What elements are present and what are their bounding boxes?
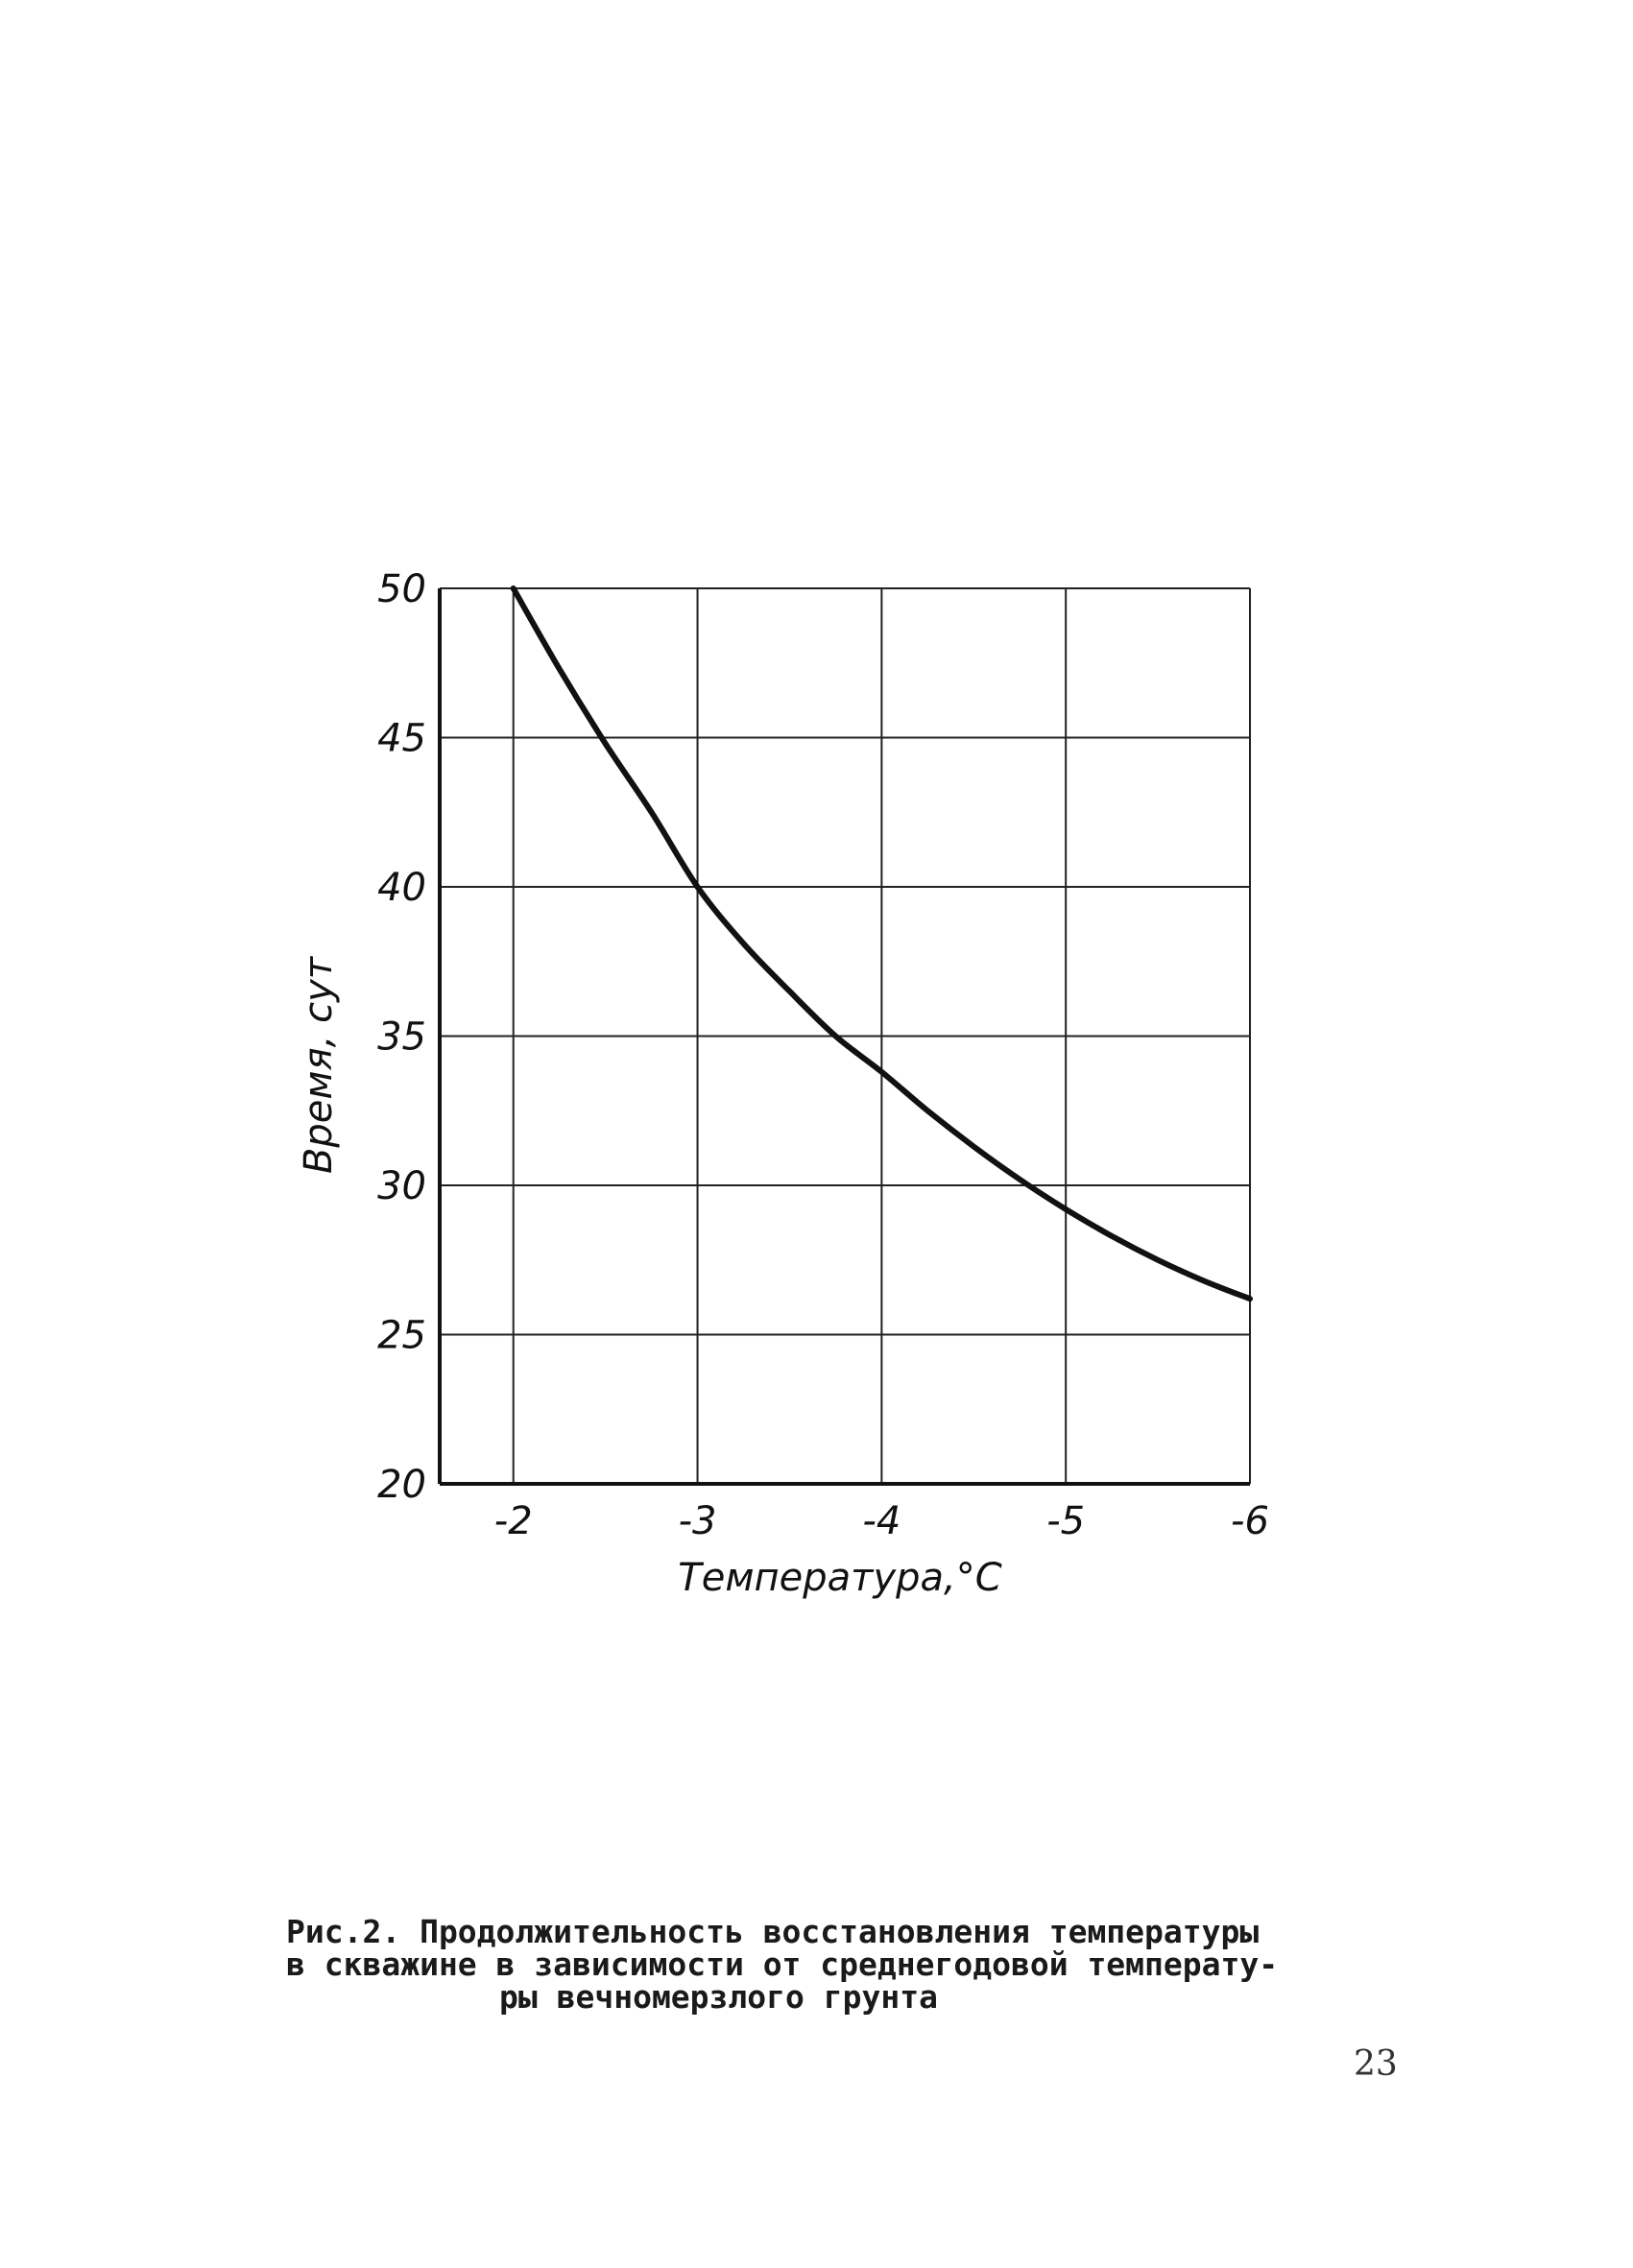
grid <box>440 588 1250 1484</box>
page-number: 23 <box>1354 2044 1398 2084</box>
y-tick-label: 35 <box>377 1015 426 1060</box>
x-tick-label: -5 <box>1046 1499 1086 1543</box>
x-tick-label: -6 <box>1231 1499 1269 1543</box>
x-axis-title: Температура,°С <box>678 1556 1002 1600</box>
x-tick-label: -3 <box>678 1499 717 1543</box>
y-axis-title: Время, сут <box>297 956 341 1175</box>
figure-caption <box>286 1913 1342 2016</box>
y-tick-label: 30 <box>377 1164 426 1208</box>
y-tick-label: 25 <box>377 1313 426 1358</box>
tick-labels <box>377 567 1269 1543</box>
y-tick-label: 45 <box>377 716 426 761</box>
y-tick-label: 50 <box>377 567 426 611</box>
x-tick-label: -4 <box>862 1499 901 1543</box>
y-tick-label: 20 <box>377 1463 426 1507</box>
caption-line: Рис.2. Продолжительность восстановления температуры <box>286 1913 1260 1950</box>
y-tick-label: 40 <box>377 866 426 910</box>
x-tick-label: -2 <box>493 1499 533 1543</box>
caption-line: в скважине в зависимости от среднегодовой температу- <box>286 1946 1279 1983</box>
caption-line: ры вечномерзлого грунта <box>499 1978 938 2016</box>
